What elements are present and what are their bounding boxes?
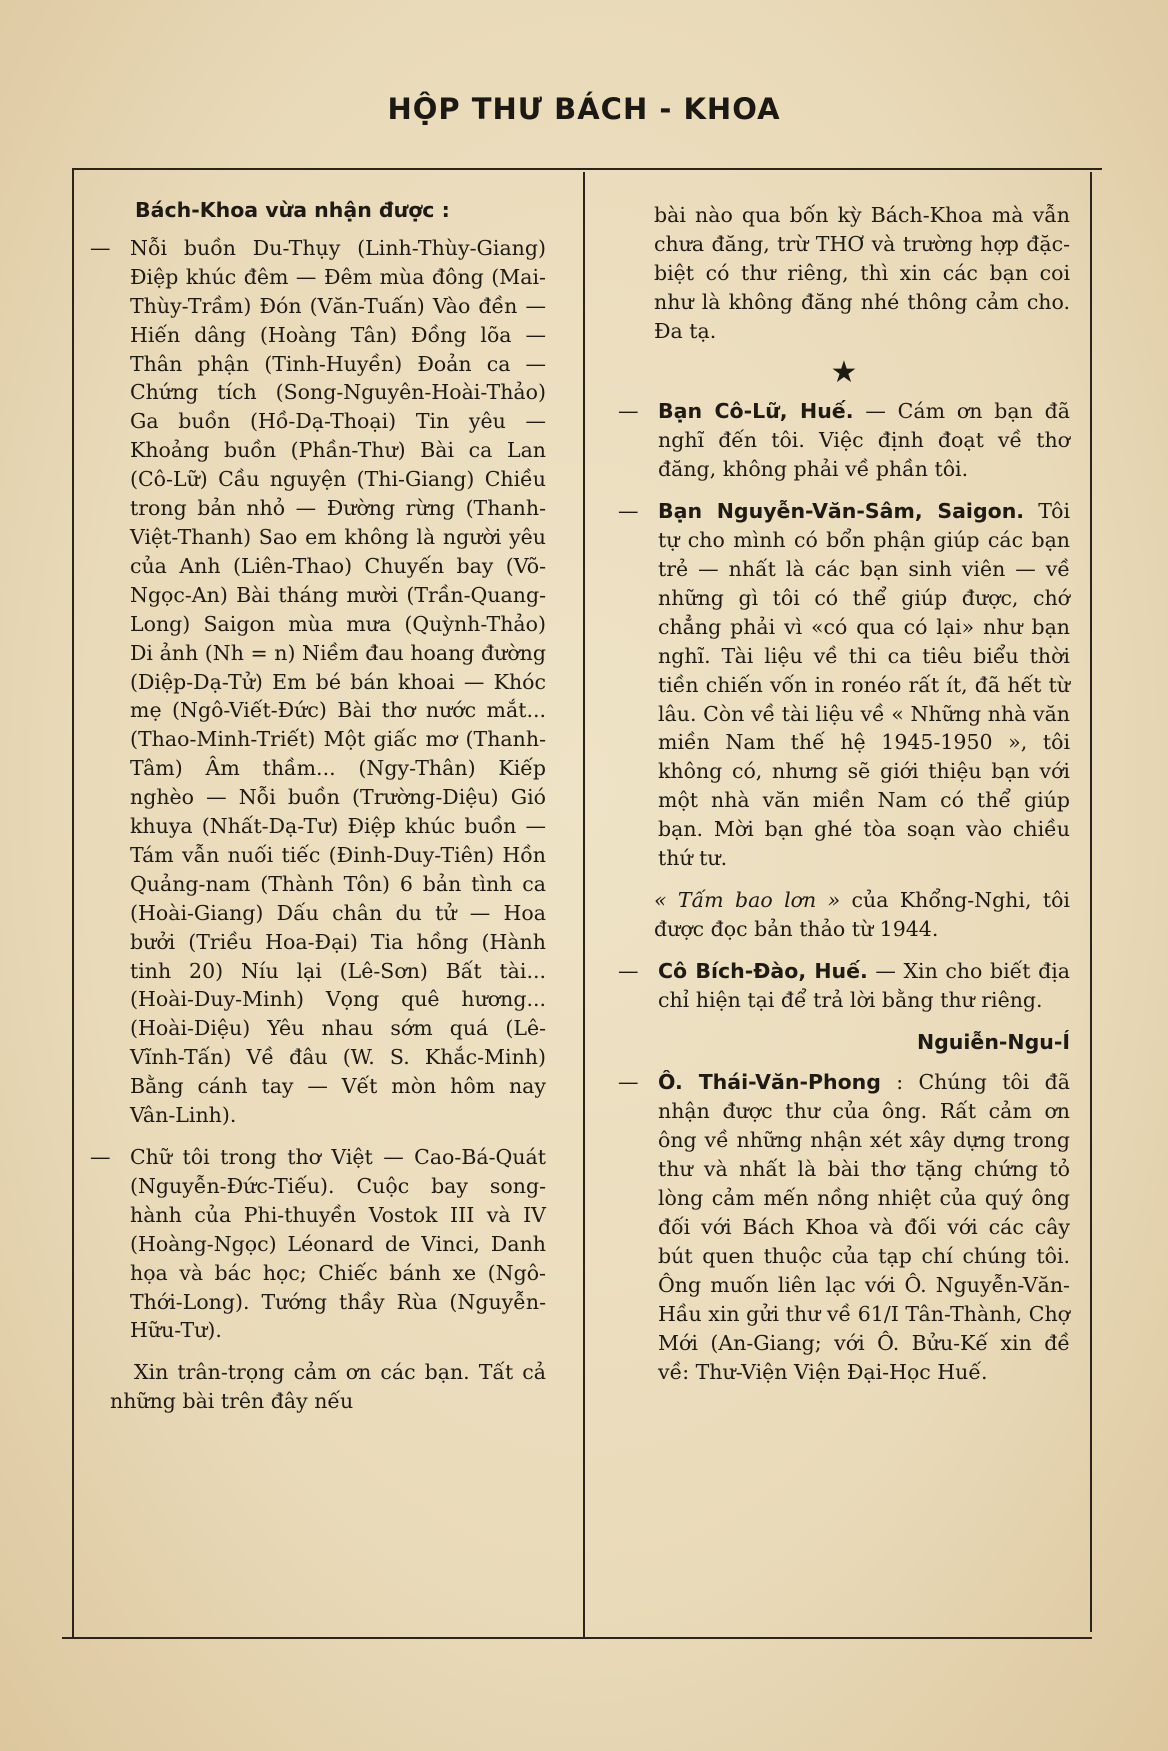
left-border xyxy=(72,168,74,1638)
top-rule xyxy=(72,168,1102,170)
list-item: — Chữ tôi trong thơ Việt — Cao-Bá-Quát (Nguyễn-Đức-Tiếu). Cuộc bay song-hành của Phi-thuyền Vostok III và IV (Hoàng-Ngọc) Léonard de Vinci, Danh họa và bác học; Chiếc bánh xe (Ngô-Thới-Long). Tướng thầy Rùa (Nguyễn-Hữu-Tư). xyxy=(90,1145,546,1343)
left-column xyxy=(90,196,546,1429)
closing-paragraph: Xin trân-trọng cảm ơn các bạn. Tất cả những bài trên đây nếu xyxy=(110,1360,546,1414)
reply-item: — Bạn Cô-Lữ, Huế. — Cám ơn bạn đã nghĩ đến tôi. Việc định đoạt về thơ đăng, không phải về phần tôi. xyxy=(618,399,1070,482)
reply-item: — Ô. Thái-Văn-Phong : Chúng tôi đã nhận được thư của ông. Rất cảm ơn ông về những nhận xét xây dựng trong thư và nhất là bài thơ tặng chứng tỏ lòng cảm mến nồng nhiệt của quý ông đối với Bách Khoa và đối với các cây bút quen thuộc của tạp chí chúng tôi. Ông muốn liên lạc với Ô. Nguyễn-Văn-Hầu xin gửi thư về 61/I Tân-Thành, Chợ Mới (An-Giang; với Ô. Bửu-Kế xin đề về: Thư-Viện Viện Đại-Học Huế. xyxy=(618,1070,1070,1384)
center-divider xyxy=(583,172,585,1637)
star-icon: ★ xyxy=(830,354,858,390)
right-column xyxy=(618,201,1070,1399)
reply-item: — Bạn Nguyễn-Văn-Sâm, Saigon. Tôi tự cho mình có bổn phận giúp các bạn trẻ — nhất là các bạn sinh viên — về những gì tôi có thể giúp được, chớ chẳng phải vì «có qua có lại» như bạn nghĩ. Tài liệu về thi ca tiêu biểu thời tiền chiến vốn in ronéo rất ít, đã hết từ lâu. Còn về tài liệu về « Những nhà văn miền Nam thế hệ 1945-1950 », tôi không có, nhưng sẽ giới thiệu bạn với một nhà văn miền Nam có thể giúp bạn. Mời bạn ghé tòa soạn vào chiều thứ tư. xyxy=(618,499,1070,871)
page-title: HỘP THƯ BÁCH - KHOA xyxy=(387,92,781,126)
reply-note: « Tấm bao lơn » của Khổng-Nghi, tôi được đọc bản thảo từ 1944. xyxy=(654,887,1070,941)
continued-paragraph: bài nào qua bốn kỳ Bách-Khoa mà vẫn chưa đăng, trừ THƠ và trường hợp đặc-biệt có thư riêng, thì xin các bạn coi như là không đăng nhé thông cảm cho. Đa tạ. xyxy=(654,203,1070,343)
lead-heading: Bách-Khoa vừa nhận được : xyxy=(135,198,450,222)
bottom-rule xyxy=(62,1637,1092,1639)
reply-item: — Cô Bích-Đào, Huế. — Xin cho biết địa chỉ hiện tại để trả lời bằng thư riêng. xyxy=(618,958,1070,1012)
right-border xyxy=(1090,172,1092,1632)
signature: Nguiễn-Ngu-Í xyxy=(916,1029,1070,1054)
list-item: — Nỗi buồn Du-Thụy (Linh-Thùy-Giang) Điệp khúc đêm — Đêm mùa đông (Mai-Thùy-Trầm) Đón (Văn-Tuấn) Vào đền — Hiến dâng (Hoàng Tân) Đồng lõa — Thân phận (Tinh-Huyền) Đoản ca — Chứng tích (Song-Nguyên-Hoài-Thảo) Ga buồn (Hồ-Dạ-Thoại) Tin yêu — Khoảng buồn (Phần-Thư) Bài ca Lan (Cô-Lữ) Cầu nguyện (Thi-Giang) Chiều trong bản nhỏ — Đường rừng (Thanh-Việt-Thanh) Sao em không là người yêu của Anh (Liên-Thao) Chuyến bay (Võ-Ngọc-An) Bài tháng mười (Trần-Quang-Long) Saigon mùa mưa (Quỳnh-Thảo) Di ảnh (Nh = n) Niềm đau hoang đường (Diệp-Dạ-Tử) Em bé bán khoai — Khóc mẹ (Ngô-Viết-Đức) Bài thơ nước mắt... (Thao-Minh-Triết) Một giấc mơ (Thanh-Tâm) Âm thầm... (Ngy-Thân) Kiếp nghèo — Nỗi buồn (Trường-Diệu) Gió khuya (Nhất-Dạ-Tư) Điệp khúc buồn — Tám vẫn nuối tiếc (Đinh-Duy-Tiên) Hồn Quảng-nam (Thành Tôn) 6 bản tình ca (Hoài-Giang) Dấu chân du tử — Hoa bưởi (Triều Hoa-Đại) Tia hồng (Hành tinh 20) Níu lại (Lê-Sơn) Bất tài... (Hoài-Duy-Minh) Vọng quê hương... (Hoài-Diệu) Yêu nhau sớm quá (Lê-Vĩnh-Tấn) Về đâu (W. S. Khắc-Minh) Bằng cánh tay — Vết mòn hôm nay Vân-Linh). xyxy=(90,235,546,1128)
